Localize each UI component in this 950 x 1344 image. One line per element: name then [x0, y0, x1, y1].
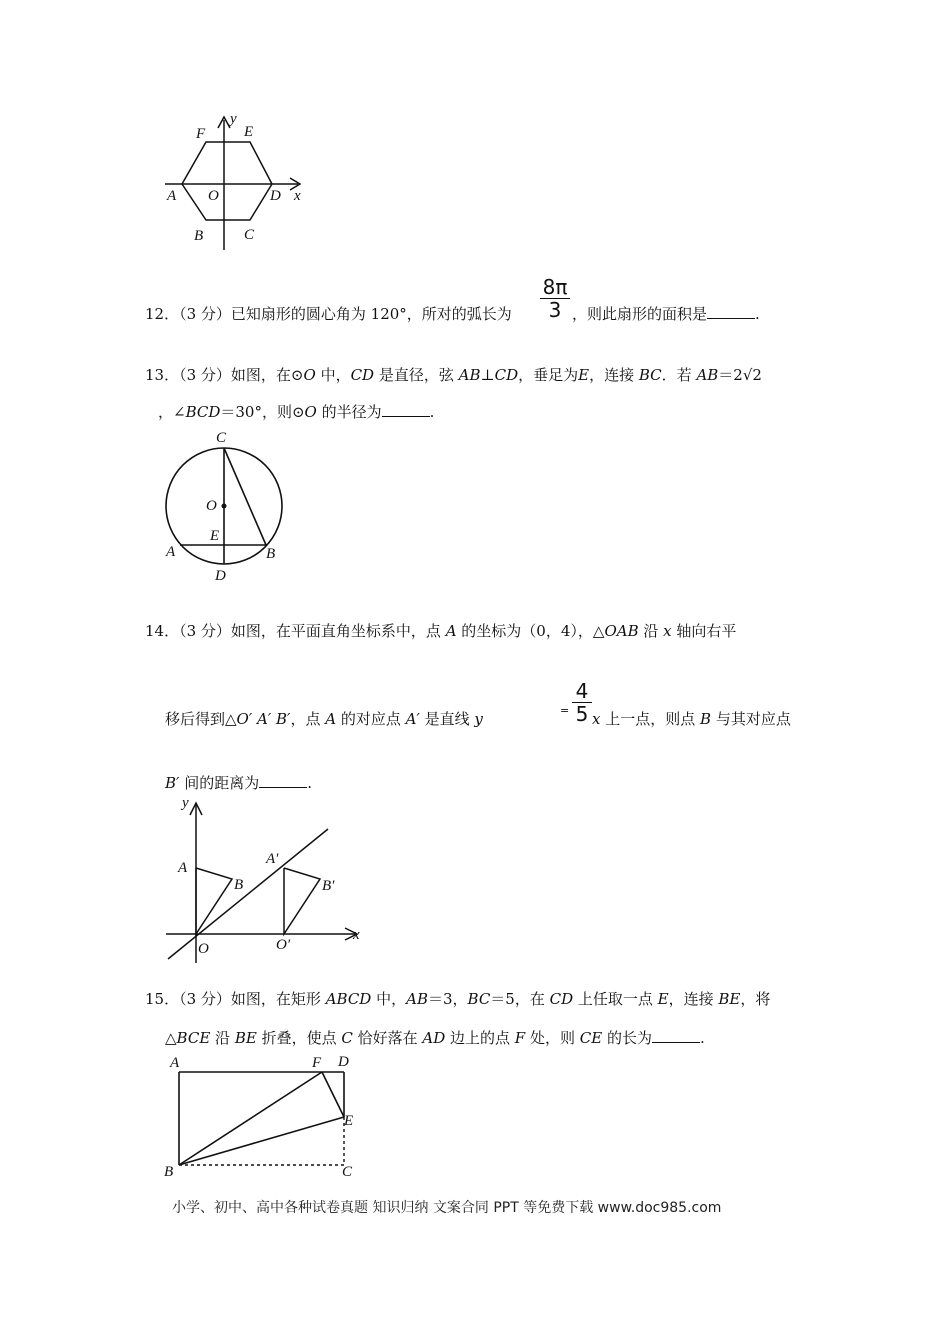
q14-equals: =: [560, 704, 570, 717]
label-F: F: [312, 1055, 322, 1071]
label-A: A: [178, 860, 188, 876]
answer-blank: [382, 402, 430, 417]
label-y: y: [182, 795, 189, 811]
label-x: x: [294, 188, 301, 204]
circle-figure: [158, 428, 288, 586]
q12-frac-den: 3: [548, 298, 562, 322]
hexagon-figure: [160, 110, 310, 255]
label-B-prime: B′: [322, 878, 335, 894]
rectangle-figure: [162, 1052, 372, 1182]
answer-blank: [259, 773, 307, 788]
question-14-line3: B′ 间的距离为 .: [165, 774, 312, 792]
label-O: O: [198, 941, 209, 957]
label-O-prime: O′: [276, 937, 291, 953]
q12-text-b: ，则此扇形的面积是: [572, 305, 708, 323]
q12-fraction: [540, 276, 570, 321]
label-C: C: [216, 430, 227, 446]
question-13: 13．（3 分）如图，在⊙O 中，CD 是直径，弦 AB⊥CD，垂足为E，连接 BC．若 AB＝2√2: [145, 366, 762, 384]
label-O: O: [206, 498, 217, 514]
label-C: C: [342, 1164, 353, 1180]
label-A: A: [170, 1055, 180, 1071]
label-A: A: [166, 544, 176, 560]
label-x: x: [353, 927, 360, 943]
label-E: E: [210, 528, 220, 544]
question-15-line2: △BCE 沿 BE 折叠，使点 C 恰好落在 AD 边上的点 F 处，则 CE 的长为 .: [165, 1029, 705, 1047]
page-footer: 小学、初中、高中各种试卷真题 知识归纳 文案合同 PPT 等免费下载 www.doc985.com: [172, 1200, 722, 1216]
label-C: C: [244, 227, 255, 243]
label-F: F: [196, 126, 206, 142]
label-A: A: [167, 188, 177, 204]
question-14-line2-end: x 上一点，则点 B 与其对应点: [592, 710, 791, 728]
question-12: [145, 303, 512, 324]
question-12-end: ，则此扇形的面积是 .: [572, 305, 760, 323]
coordinate-figure: [160, 793, 370, 968]
q12-frac-num: 8π: [542, 275, 568, 299]
label-O: O: [208, 188, 219, 204]
label-E: E: [344, 1113, 354, 1129]
q12-number: 12．: [145, 305, 180, 323]
sqrt-2: √2: [742, 366, 762, 384]
answer-blank: [707, 304, 755, 319]
question-14-line2: 移后得到△O′ A′ B′，点 A 的对应点 A′ 是直线 y: [165, 710, 483, 728]
label-B: B: [194, 228, 204, 244]
answer-blank: [652, 1028, 700, 1043]
label-E: E: [244, 124, 254, 140]
label-A-prime: A′: [266, 851, 279, 867]
q14-fraction: 4 5: [572, 680, 592, 725]
label-y: y: [230, 111, 237, 127]
label-B: B: [234, 877, 244, 893]
label-D: D: [338, 1054, 349, 1070]
q12-text-a: （3 分）已知扇形的圆心角为 120°，所对的弧长为: [179, 305, 512, 323]
question-14: 14．（3 分）如图，在平面直角坐标系中，点 A 的坐标为（0，4），△OAB 沿 x 轴向右平: [145, 622, 737, 640]
question-15: 15．（3 分）如图，在矩形 ABCD 中，AB＝3，BC＝5，在 CD 上任取一点 E，连接 BE，将: [145, 990, 771, 1008]
label-B: B: [164, 1164, 174, 1180]
label-D: D: [270, 188, 281, 204]
label-D: D: [215, 568, 226, 584]
question-13-line2: ，∠BCD＝30°，则⊙O 的半径为 .: [158, 403, 435, 421]
label-B: B: [266, 546, 276, 562]
